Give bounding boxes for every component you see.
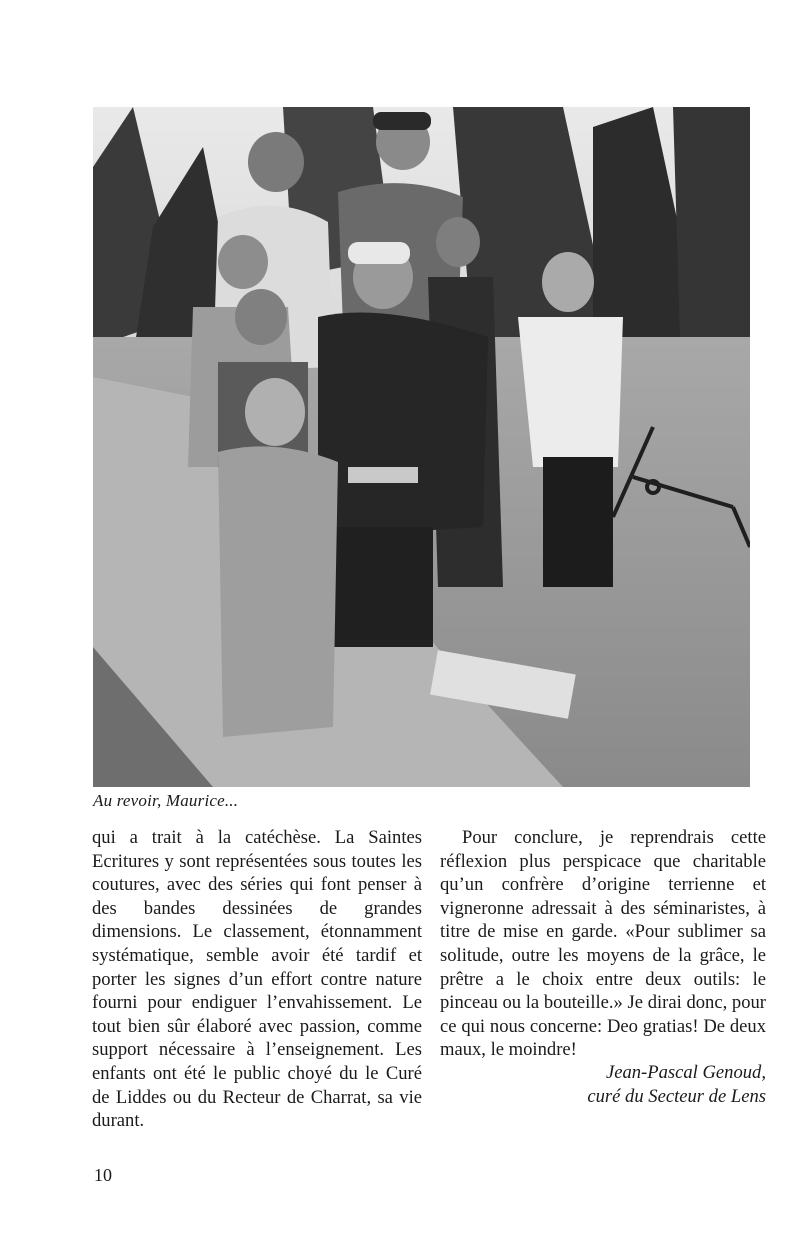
right-column-paragraph: Pour conclure, je reprendrais cette réflexion plus perspicace que charitable qu’un confrère d’origine terrienne et vigneronne adressait à des séminaristes, à titre de mise en garde. «Pour sublimer sa solitude, outre les moyens de la grâce, le prêtre a le choix entre deux outils: le pinceau ou la bouteille.» Je dirai donc, pour ce qui nous concerne: Deo gratias! De deux maux, le moindre! xyxy=(440,827,766,1061)
signature xyxy=(440,1061,766,1108)
page-number: 10 xyxy=(94,1165,112,1185)
signature-title: curé du Secteur de Lens xyxy=(587,1085,766,1107)
right-column xyxy=(440,826,766,1062)
left-column xyxy=(92,826,422,1133)
photo-illustration xyxy=(93,107,750,787)
left-column-paragraph: qui a trait à la catéchèse. La Saintes Ecritures y sont représentées sous toutes les coutures, avec des séries qui font penser à des bandes dessinées de grandes dimensions. Le classement, étonnamment systématique, semble avoir été tardif et porter les signes d’un effort contre nature fourni pour endiguer l’envahissement. Le tout bien sûr élaboré avec passion, comme support nécessaire à l’enseignement. Les enfants ont été le public choyé du le Curé de Liddes ou du Recteur de Charrat, sa vie durant. xyxy=(92,827,422,1132)
group-photo xyxy=(93,107,750,787)
signature-name: Jean-Pascal Genoud, xyxy=(605,1062,766,1083)
photo-caption: Au revoir, Maurice... xyxy=(93,791,239,810)
